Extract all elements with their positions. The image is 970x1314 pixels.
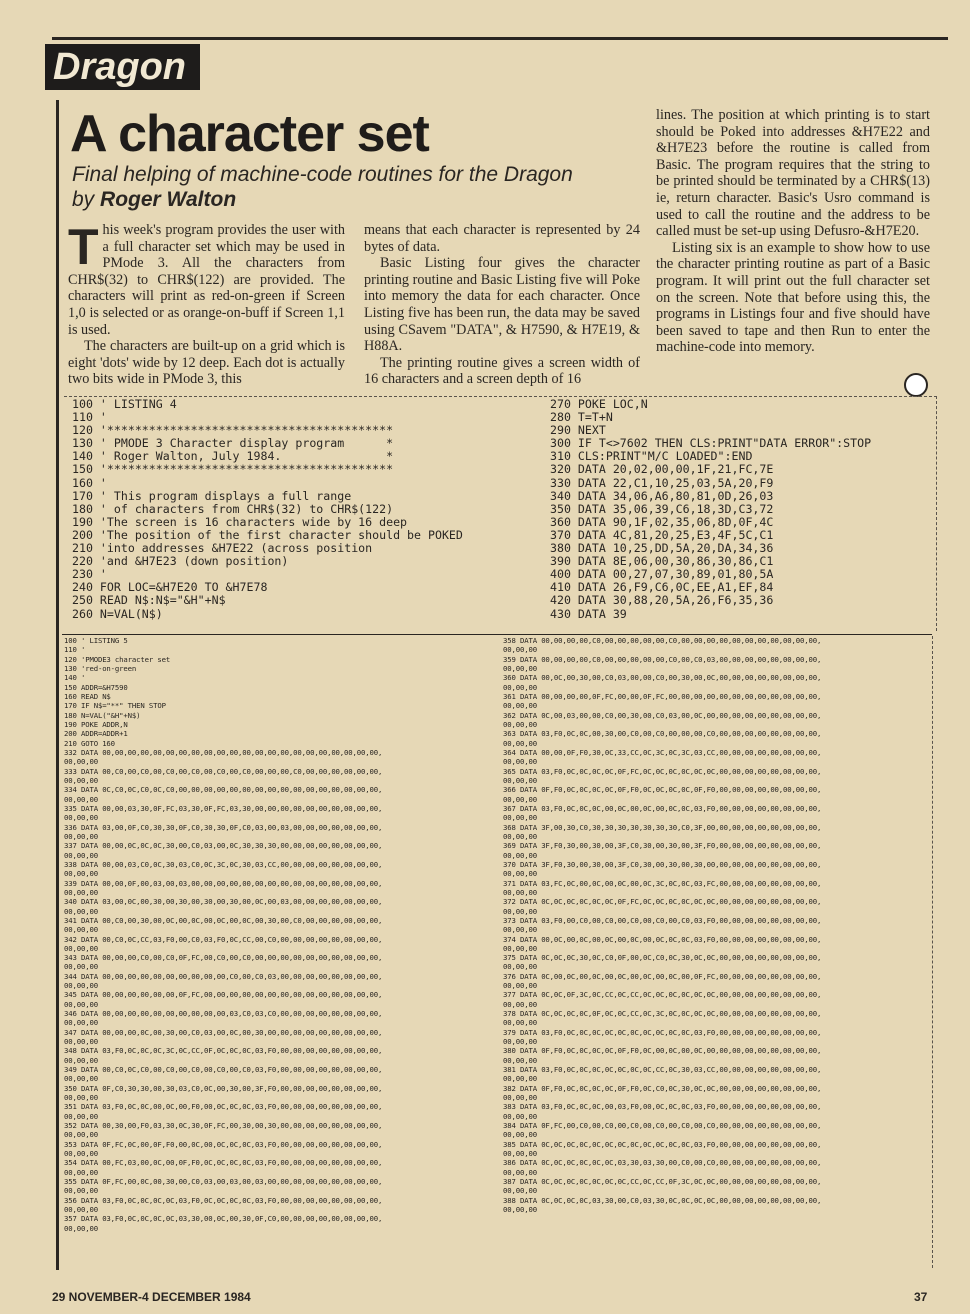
code-line: 180 N=VAL("&H"+N$) <box>64 710 141 720</box>
code-line: 290 NEXT <box>550 423 606 438</box>
code-line: 340 DATA 03,00,0C,00,30,00,30,00,30,00,30,00,0C,00,03,00,00,00,00,00,00,00, <box>64 897 383 907</box>
listing-4-left <box>72 398 463 621</box>
code-line: 359 DATA 00,00,00,00,C0,00,00,00,00,00,C0,00,C0,03,00,00,00,00,00,00,00,00, <box>503 654 822 664</box>
code-line: 280 T=T+N <box>550 410 613 425</box>
code-line: 340 DATA 34,06,A6,80,81,0D,26,03 <box>550 488 774 503</box>
code-line: 390 DATA 8E,06,00,30,86,30,86,C1 <box>550 554 774 569</box>
code-line: 388 DATA 0C,0C,0C,0C,03,30,00,C0,03,30,0C,0C,0C,0C,00,00,00,00,00,00,00,00, <box>503 1195 822 1205</box>
code-line: 410 DATA 26,F9,C6,0C,EE,A1,EF,84 <box>550 580 774 595</box>
code-line: 00,00,00 <box>64 1037 98 1047</box>
code-line: 351 DATA 03,F0,0C,0C,00,0C,00,F0,00,0C,0C,0C,03,F0,00,00,00,00,00,00,00,00, <box>64 1102 383 1112</box>
code-line: 00,00,00 <box>64 981 98 991</box>
issue-date: 29 NOVEMBER-4 DECEMBER 1984 <box>52 1290 251 1304</box>
code-line: 00,00,00 <box>64 1111 98 1121</box>
code-line: 383 DATA 03,F0,0C,0C,0C,00,03,F0,00,0C,0C,0C,03,F0,00,00,00,00,00,00,00,00, <box>503 1102 822 1112</box>
code-line: 00,00,00 <box>503 794 537 804</box>
code-line: 00,00,00 <box>64 925 98 935</box>
drop-cap: T <box>68 219 99 275</box>
code-line: 00,00,00 <box>503 925 537 935</box>
code-line: 357 DATA 03,F0,0C,0C,0C,0C,03,30,00,0C,00,30,0F,C0,00,00,00,00,00,00,00,00, <box>64 1214 383 1224</box>
code-line: 140 ' <box>64 673 86 683</box>
code-line: 333 DATA 00,C0,00,C0,00,C0,00,C0,00,C0,00,C0,00,00,00,C0,00,00,00,00,00,00, <box>64 766 383 776</box>
body-column-2 <box>364 222 640 388</box>
code-line: 00,00,00 <box>503 999 537 1009</box>
code-line: 320 DATA 20,02,00,00,1F,21,FC,7E <box>550 462 774 477</box>
listing-5-right <box>503 636 821 1214</box>
code-line: 260 N=VAL(N$) <box>72 606 163 621</box>
code-line: 200 ADDR=ADDR+1 <box>64 729 128 739</box>
code-line: 200 'The position of the first character should be POKED <box>72 527 463 542</box>
code-line: 220 'and &H7E23 (down position) <box>72 554 289 569</box>
listing-4-right <box>550 398 871 621</box>
code-line: 381 DATA 03,F0,0C,0C,0C,0C,0C,0C,0C,CC,0C,30,03,CC,00,00,00,00,00,00,00,00, <box>503 1065 822 1075</box>
code-line: 00,00,00 <box>503 1018 537 1028</box>
code-line: 00,00,00 <box>64 887 98 897</box>
code-line: 130 ' PMODE 3 Character display program * <box>72 436 394 451</box>
code-line: 00,00,00 <box>503 1167 537 1177</box>
code-line: 130 'red-on-green <box>64 663 137 673</box>
code-line: 00,00,00 <box>64 1186 98 1196</box>
code-line: 00,00,00 <box>503 906 537 916</box>
code-line: 341 DATA 00,C0,00,30,00,0C,00,0C,00,0C,00,0C,00,30,00,C0,00,00,00,00,00,00, <box>64 915 383 925</box>
code-line: 00,00,00 <box>503 645 537 655</box>
code-line: 00,00,00 <box>64 999 98 1009</box>
code-line: 358 DATA 00,00,00,00,C0,00,00,00,00,00,C0,00,00,00,00,00,00,00,00,00,00,00, <box>503 636 822 645</box>
body-column-3 <box>656 107 930 356</box>
byline-label: by <box>72 188 95 211</box>
body-paragraph: The characters are built-up on a grid which is eight 'dots' wide by 12 deep. Each dot is actually two bits wide in PMode 3, this <box>68 338 345 388</box>
code-line: 00,00,00 <box>64 1093 98 1103</box>
code-line: 270 POKE LOC,N <box>550 397 648 411</box>
code-line: 365 DATA 03,F0,0C,0C,0C,0C,0F,FC,0C,0C,0C,0C,0C,0C,00,00,00,00,00,00,00,00, <box>503 766 822 776</box>
code-line: 346 DATA 00,00,00,00,00,00,00,00,00,00,03,C0,03,C0,00,00,00,00,00,00,00,00, <box>64 1009 383 1019</box>
code-line: 100 ' LISTING 4 <box>72 397 177 411</box>
code-line: 240 FOR LOC=&H7E20 TO &H7E78 <box>72 580 268 595</box>
code-line: 00,00,00 <box>64 1205 98 1215</box>
code-line: 00,00,00 <box>503 719 537 729</box>
code-line: 00,00,00 <box>503 962 537 972</box>
code-line: 400 DATA 00,27,07,30,89,01,80,5A <box>550 567 774 582</box>
code-line: 339 DATA 00,00,0F,00,03,00,03,00,00,00,00,00,00,00,00,00,00,00,00,00,00,00, <box>64 878 383 888</box>
code-line: 332 DATA 00,00,00,00,00,00,00,00,00,00,00,00,00,00,00,00,00,00,00,00,00,00, <box>64 747 383 757</box>
code-line: 120 'PMODE3 character set <box>64 654 171 664</box>
code-line: 00,00,00 <box>64 794 98 804</box>
code-line: 00,00,00 <box>503 869 537 879</box>
code-line: 338 DATA 00,00,03,C0,0C,30,03,C0,0C,3C,0C,30,03,CC,00,00,00,00,00,00,00,00, <box>64 859 383 869</box>
code-line: 335 DATA 00,00,03,30,0F,FC,03,30,0F,FC,03,30,00,00,00,00,00,00,00,00,00,00, <box>64 803 383 813</box>
body-column-1 <box>68 219 345 388</box>
code-line: 330 DATA 22,C1,10,25,03,5A,20,F9 <box>550 475 774 490</box>
code-line: 371 DATA 03,FC,0C,00,0C,00,0C,00,0C,3C,0C,0C,03,FC,00,00,00,00,00,00,00,00, <box>503 878 822 888</box>
code-line: 356 DATA 03,F0,0C,0C,0C,0C,03,F0,0C,0C,0C,0C,03,F0,00,00,00,00,00,00,00,00, <box>64 1195 383 1205</box>
code-line: 00,00,00 <box>503 757 537 767</box>
code-line: 376 DATA 0C,00,0C,00,0C,00,0C,00,0C,00,0C,00,0F,FC,00,00,00,00,00,00,00,00, <box>503 971 822 981</box>
code-line: 382 DATA 0F,F0,0C,0C,0C,0C,0F,F0,0C,C0,0C,30,0C,0C,00,00,00,00,00,00,00,00, <box>503 1083 822 1093</box>
listing-5-rule <box>62 634 932 635</box>
section-tag: Dragon <box>45 44 200 90</box>
headline: A character set <box>70 105 429 163</box>
code-line: 00,00,00 <box>503 831 537 841</box>
body-paragraph <box>68 219 345 338</box>
code-line: 361 DATA 00,00,00,00,0F,FC,00,00,0F,FC,00,00,00,00,00,00,00,00,00,00,00,00, <box>503 691 822 701</box>
code-line: 387 DATA 0C,0C,0C,0C,0C,0C,0C,CC,0C,CC,0F,3C,0C,0C,00,00,00,00,00,00,00,00, <box>503 1177 822 1187</box>
paragraph-text: his week's program provides the user with a full character set which may be used in PMode 3. All the characters from CHR$(32) to CHR$(122) are provided. The characters will print as red-on-green if Screen 1,0 is selected or as orange-on-buff if Screen 1,1 is used. <box>68 222 345 338</box>
code-line: 00,00,00 <box>503 1186 537 1196</box>
code-line: 00,00,00 <box>64 943 98 953</box>
code-line: 337 DATA 00,00,0C,0C,0C,30,00,C0,03,00,0C,30,30,30,00,00,00,00,00,00,00,00, <box>64 841 383 851</box>
code-line: 00,00,00 <box>64 813 98 823</box>
code-line: 00,00,00 <box>503 887 537 897</box>
code-line: 00,00,00 <box>503 738 537 748</box>
body-paragraph: Listing six is an example to show how to use the character printing routine as part of a Basic program. It will print out the full character set on the screen. Note that before using this, the programs in Listings four and five should have been saved to tape and then Run to enter the machine-code into memory. <box>656 239 930 356</box>
code-line: 00,00,00 <box>64 1223 98 1233</box>
code-line: 420 DATA 30,88,20,5A,26,F6,35,36 <box>550 593 774 608</box>
code-line: 150 '***************************************** <box>72 462 394 477</box>
code-line: 363 DATA 03,F0,0C,0C,00,30,00,C0,00,C0,00,00,00,C0,00,00,00,00,00,00,00,00, <box>503 729 822 739</box>
article-side-rule <box>56 100 59 1270</box>
code-line: 150 ADDR=&H7590 <box>64 682 128 692</box>
code-line: 360 DATA 00,0C,00,30,00,C0,03,00,00,C0,00,30,00,0C,00,00,00,00,00,00,00,00, <box>503 673 822 683</box>
code-line: 230 ' <box>72 567 107 582</box>
page-number: 37 <box>914 1290 928 1304</box>
code-line: 369 DATA 3F,F0,30,00,30,00,3F,C0,30,00,30,00,3F,F0,00,00,00,00,00,00,00,00, <box>503 841 822 851</box>
code-line: 374 DATA 00,0C,00,0C,00,0C,00,0C,00,0C,0C,0C,03,F0,00,00,00,00,00,00,00,00, <box>503 934 822 944</box>
code-line: 310 CLS:PRINT"M/C LOADED":END <box>550 449 753 464</box>
code-line: 336 DATA 03,00,0F,C0,30,30,0F,C0,30,30,0F,C0,03,00,03,00,00,00,00,00,00,00, <box>64 822 383 832</box>
code-line: 349 DATA 00,C0,0C,C0,00,C0,00,C0,00,C0,00,C0,03,F0,00,00,00,00,00,00,00,00, <box>64 1065 383 1075</box>
code-line: 355 DATA 0F,FC,00,0C,00,30,00,C0,03,00,03,00,03,00,00,00,00,00,00,00,00,00, <box>64 1177 383 1187</box>
code-line: 380 DATA 10,25,DD,5A,20,DA,34,36 <box>550 541 774 556</box>
code-line: 00,00,00 <box>503 981 537 991</box>
code-line: 348 DATA 03,F0,0C,0C,0C,3C,0C,CC,0F,0C,0C,0C,03,F0,00,00,00,00,00,00,00,00, <box>64 1046 383 1056</box>
code-line: 375 DATA 0C,0C,0C,30,0C,C0,0F,00,0C,C0,0C,30,0C,0C,00,00,00,00,00,00,00,00, <box>503 953 822 963</box>
code-line: 190 'The screen is 16 characters wide by 16 deep <box>72 514 408 529</box>
code-line: 190 POKE ADDR,N <box>64 719 128 729</box>
code-line: 110 ' <box>64 645 86 655</box>
code-line: 00,00,00 <box>64 962 98 972</box>
listing-5-left <box>64 636 382 1233</box>
code-line: 00,00,00 <box>64 1130 98 1140</box>
standfirst-text: Final helping of machine-code routines for the Dragon <box>72 163 573 186</box>
code-line: 347 DATA 00,00,00,0C,00,30,00,C0,03,00,0C,00,30,00,00,00,00,00,00,00,00,00, <box>64 1027 383 1037</box>
code-line: 370 DATA 4C,81,20,25,E3,4F,5C,C1 <box>550 527 774 542</box>
code-line: 367 DATA 03,F0,0C,0C,0C,00,0C,00,0C,00,0C,0C,03,F0,00,00,00,00,00,00,00,00, <box>503 803 822 813</box>
code-line: 00,00,00 <box>64 775 98 785</box>
code-line: 380 DATA 0F,F0,0C,0C,0C,0C,0F,F0,0C,00,0C,00,0C,00,00,00,00,00,00,00,00,00, <box>503 1046 822 1056</box>
code-line: 343 DATA 00,00,00,C0,00,C0,0F,FC,00,C0,00,C0,00,00,00,00,00,00,00,00,00,00, <box>64 953 383 963</box>
code-line: 00,00,00 <box>64 869 98 879</box>
code-line: 00,00,00 <box>64 906 98 916</box>
code-line: 110 ' <box>72 410 107 425</box>
code-line: 350 DATA 0F,C0,30,30,00,30,03,C0,0C,00,30,00,3F,F0,00,00,00,00,00,00,00,00, <box>64 1083 383 1093</box>
code-line: 362 DATA 0C,00,03,00,00,C0,00,30,00,C0,03,00,0C,00,00,00,00,00,00,00,00,00, <box>503 710 822 720</box>
code-line: 170 IF N$="**" THEN STOP <box>64 701 166 711</box>
code-line: 350 DATA 35,06,39,C6,18,3D,C3,72 <box>550 501 774 516</box>
code-line: 366 DATA 0F,F0,0C,0C,0C,0C,0F,F0,0C,0C,0C,0C,0F,F0,00,00,00,00,00,00,00,00, <box>503 785 822 795</box>
code-line: 334 DATA 0C,C0,0C,C0,0C,C0,00,00,00,00,00,00,00,00,00,00,00,00,00,00,00,00, <box>64 785 383 795</box>
code-line: 368 DATA 3F,00,30,C0,30,30,30,30,30,30,30,C0,3F,00,00,00,00,00,00,00,00,00, <box>503 822 822 832</box>
code-line: 344 DATA 00,00,00,00,00,00,00,00,00,00,C0,00,C0,03,00,00,00,00,00,00,00,00, <box>64 971 383 981</box>
code-line: 378 DATA 0C,0C,0C,0C,0F,0C,0C,CC,0C,3C,0C,0C,0C,0C,00,00,00,00,00,00,00,00, <box>503 1009 822 1019</box>
code-line: 00,00,00 <box>503 1130 537 1140</box>
code-line: 00,00,00 <box>503 1205 537 1215</box>
code-line: 00,00,00 <box>503 1074 537 1084</box>
code-line: 00,00,00 <box>64 831 98 841</box>
code-line: 160 ' <box>72 475 107 490</box>
code-line: 00,00,00 <box>503 1149 537 1159</box>
code-line: 140 ' Roger Walton, July 1984. * <box>72 449 394 464</box>
code-line: 00,00,00 <box>503 775 537 785</box>
code-line: 210 'into addresses &H7E22 (across position <box>72 541 373 556</box>
code-line: 352 DATA 00,30,00,F0,03,30,0C,30,0F,FC,00,30,00,30,00,00,00,00,00,00,00,00, <box>64 1121 383 1131</box>
code-line: 00,00,00 <box>64 1074 98 1084</box>
body-paragraph: Basic Listing four gives the character printing routine and Basic Listing five will Poke into memory the data for each character. Once Listing five has been run, the data may be saved using CSavem "DATA", & H7590, & H7E19, & H88A. <box>364 255 640 355</box>
code-line: 00,00,00 <box>64 1149 98 1159</box>
code-line: 00,00,00 <box>64 1055 98 1065</box>
code-line: 00,00,00 <box>503 1055 537 1065</box>
code-line: 373 DATA 03,F0,00,C0,00,C0,00,C0,00,C0,00,C0,03,F0,00,00,00,00,00,00,00,00, <box>503 915 822 925</box>
code-line: 377 DATA 0C,0C,0F,3C,0C,CC,0C,CC,0C,0C,0C,0C,0C,0C,00,00,00,00,00,00,00,00, <box>503 990 822 1000</box>
body-paragraph: means that each character is represented by 24 bytes of data. <box>364 222 640 255</box>
code-line: 372 DATA 0C,0C,0C,0C,0C,0C,0F,FC,0C,0C,0C,0C,0C,0C,00,00,00,00,00,00,00,00, <box>503 897 822 907</box>
code-line: 00,00,00 <box>64 1018 98 1028</box>
code-line: 00,00,00 <box>503 663 537 673</box>
code-line: 345 DATA 00,00,00,00,00,00,0F,FC,00,00,00,00,00,00,00,00,00,00,00,00,00,00, <box>64 990 383 1000</box>
code-line: 342 DATA 00,C0,0C,CC,03,F0,00,C0,03,F0,0C,CC,00,C0,00,00,00,00,00,00,00,00, <box>64 934 383 944</box>
code-line: 379 DATA 03,F0,0C,0C,0C,0C,0C,0C,0C,0C,0C,0C,03,F0,00,00,00,00,00,00,00,00, <box>503 1027 822 1037</box>
code-line: 430 DATA 39 <box>550 606 627 621</box>
code-line: 250 READ N$:N$="&H"+N$ <box>72 593 226 608</box>
code-line: 00,00,00 <box>503 682 537 692</box>
code-line: 00,00,00 <box>503 850 537 860</box>
mouse-cursor-icon <box>904 373 928 397</box>
code-line: 360 DATA 90,1F,02,35,06,8D,0F,4C <box>550 514 774 529</box>
code-line: 160 READ N$ <box>64 691 111 701</box>
code-line: 00,00,00 <box>503 1111 537 1121</box>
code-line: 00,00,00 <box>503 1037 537 1047</box>
code-line: 00,00,00 <box>503 943 537 953</box>
code-line: 370 DATA 3F,F0,30,00,30,00,3F,C0,30,00,30,00,30,00,00,00,00,00,00,00,00,00, <box>503 859 822 869</box>
code-line: 180 ' of characters from CHR$(32) to CHR$(122) <box>72 501 394 516</box>
code-line: 00,00,00 <box>503 1093 537 1103</box>
code-line: 120 '***************************************** <box>72 423 394 438</box>
code-line: 00,00,00 <box>64 757 98 767</box>
byline-name: Roger Walton <box>100 188 237 211</box>
top-rule <box>52 37 948 40</box>
code-line: 354 DATA 00,FC,03,00,0C,00,0F,F0,0C,0C,0C,0C,03,F0,00,00,00,00,00,00,00,00, <box>64 1158 383 1168</box>
code-line: 00,00,00 <box>503 701 537 711</box>
code-line: 364 DATA 00,00,0F,F0,30,0C,33,CC,0C,3C,0C,3C,03,CC,00,00,00,00,00,00,00,00, <box>503 747 822 757</box>
code-line: 100 ' LISTING 5 <box>64 636 128 645</box>
code-line: 00,00,00 <box>64 1167 98 1177</box>
body-paragraph: lines. The position at which printing is to start should be Poked into addresses &H7E22 and &H7E23 before the routine is called from Basic. The program requires that the string to be printed should be terminated by a CHR$(13) ie, return character. Basic's Usro command is used to call the routine and the address to be called must be set-up using Defusro-&H7E20. <box>656 107 930 240</box>
code-line: 300 IF T<>7602 THEN CLS:PRINT"DATA ERROR":STOP <box>550 436 872 451</box>
code-line: 384 DATA 0F,FC,00,C0,00,C0,00,C0,00,C0,00,C0,00,C0,00,00,00,00,00,00,00,00, <box>503 1121 822 1131</box>
code-line: 00,00,00 <box>64 850 98 860</box>
code-line: 385 DATA 0C,0C,0C,0C,0C,0C,0C,0C,0C,0C,0C,0C,03,F0,00,00,00,00,00,00,00,00, <box>503 1139 822 1149</box>
code-line: 170 ' This program displays a full range <box>72 488 352 503</box>
body-paragraph: The printing routine gives a screen width of 16 characters and a screen depth of 16 <box>364 354 640 388</box>
standfirst <box>72 162 642 212</box>
code-line: 353 DATA 0F,FC,0C,00,0F,F0,00,0C,00,0C,0C,0C,03,F0,00,00,00,00,00,00,00,00, <box>64 1139 383 1149</box>
code-line: 00,00,00 <box>503 813 537 823</box>
code-line: 210 GOTO 160 <box>64 738 115 748</box>
code-line: 386 DATA 0C,0C,0C,0C,0C,0C,03,30,03,30,00,C0,00,C0,00,00,00,00,00,00,00,00, <box>503 1158 822 1168</box>
